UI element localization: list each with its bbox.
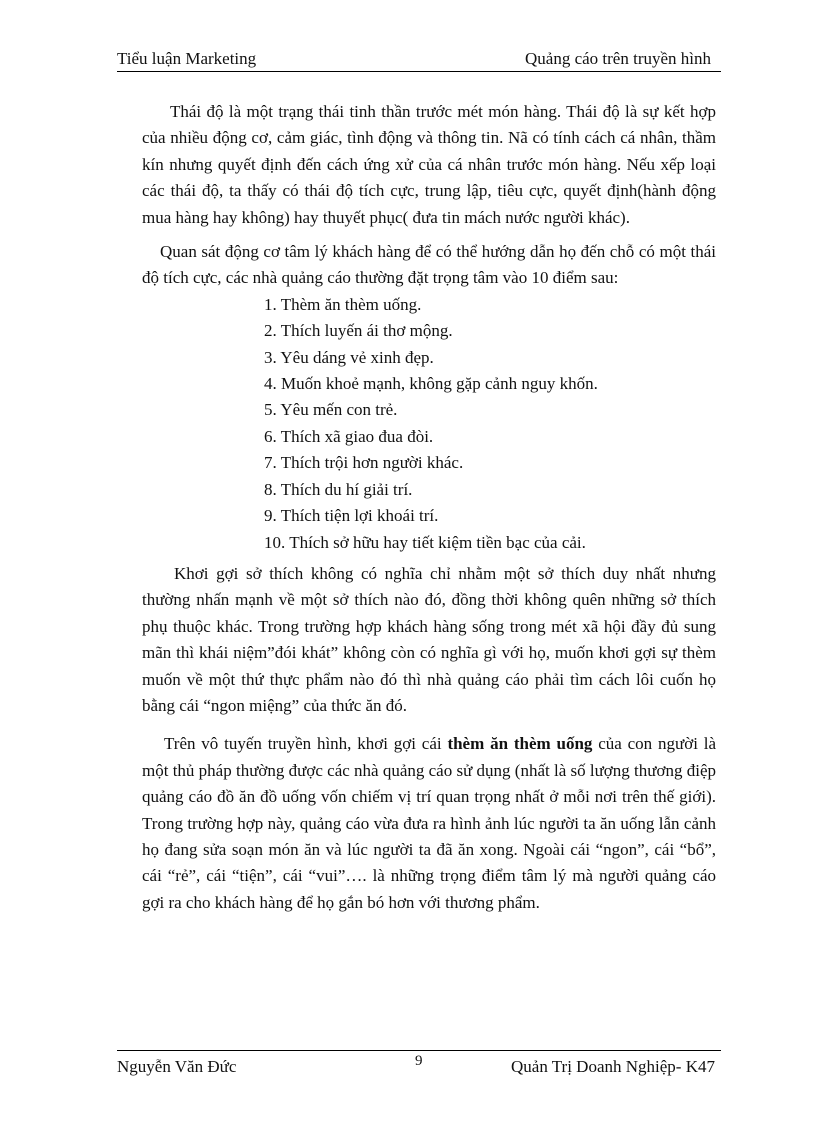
- list-item: 10. Thích sở hữu hay tiết kiệm tiền bạc của cải.: [264, 532, 586, 552]
- list-item: 4. Muốn khoẻ mạnh, không gặp cảnh nguy khốn.: [264, 374, 598, 394]
- list-item: 8. Thích du hí giải trí.: [264, 479, 413, 499]
- footer-course: Quản Trị Doanh Nghiệp- K47: [511, 1057, 715, 1076]
- document-body: [142, 99, 716, 916]
- list-item: 1. Thèm ăn thèm uống.: [264, 294, 422, 314]
- paragraph-arousing-interest: Khơi gợi sở thích không có nghĩa chỉ nhằm một sở thích duy nhất nhưng thường nhấn mạnh về một sở thích nào đó, đồng thời không quên những sở thích phụ thuộc khác. Trong trường hợp khách hàng sống trong mét xã hội đầy đủ sung mãn thì khái niệm”đói khát” không còn có nghĩa gì với họ, muốn khơi gợi sự thèm muốn về một thứ thực phẩm nào đó thì nhà quảng cáo phải tìm cách lôi cuốn họ bằng cái “ngon miệng” của thức ăn đó.: [142, 563, 716, 715]
- paragraph-text: Trên vô tuyến truyền hình, khơi gợi cái: [164, 734, 448, 754]
- list-item: 9. Thích tiện lợi khoái trí.: [264, 506, 439, 526]
- paragraph-motives-intro: Quan sát động cơ tâm lý khách hàng để có thể hướng dẫn họ đến chỗ có một thái độ tích cực, các nhà quảng cáo thường đặt trọng tâm vào 10 điểm sau:: [142, 242, 716, 288]
- paragraph-tv-advertising: [142, 731, 716, 916]
- page-footer: [117, 1050, 721, 1079]
- list-item: 7. Thích trội hơn người khác.: [264, 453, 464, 473]
- page-number: 9: [415, 1053, 423, 1069]
- header-doc-title: Quảng cáo trên truyền hình: [525, 49, 711, 68]
- list-item: 3. Yêu dáng vẻ xinh đẹp.: [264, 347, 434, 367]
- list-item: 5. Yêu mến con trẻ.: [264, 400, 398, 420]
- motive-list: [142, 292, 716, 556]
- paragraph-attitude: Thái độ là một trạng thái tinh thần trước mét món hàng. Thái độ là sự kết hợp của nhiều động cơ, cảm giác, tình động và thông tin. Nã có tính cách cá nhân, thầm kín nhưng quyết định đến cách ứng xử của cá nhân trước món hàng. Nếu xếp loại các thái độ, ta thấy có thái độ tích cực, trung lập, tiêu cực, quyết định(hành động mua hàng hay không) hay thuyết phục( đưa tin mách nước người khác).: [142, 102, 716, 227]
- list-item: 6. Thích xã giao đua đòi.: [264, 426, 434, 446]
- paragraph-text: của con người là một thủ pháp thường được các nhà quảng cáo sử dụng (nhất là số lượng thương điệp quảng cáo đồ ăn đồ uống vốn chiếm vị trí quan trọng nhất ở mỗi nơi trên thế giới). Trong trường hợp này, quảng cáo vừa đưa ra hình ảnh lúc người ta ăn uống lẫn cảnh họ đang sửa soạn món ăn và lúc người ta đã ăn xong. Ngoài cái “ngon”, cái “bổ”, cái “rẻ”, cái “tiện”, cái “vui”…. là những trọng điểm tâm lý mà người quảng cáo gợi ra cho khách hàng để họ gắn bó hơn với thương phẩm.: [142, 734, 717, 912]
- footer-author: Nguyễn Văn Đức: [117, 1057, 237, 1076]
- emphasis-text: thèm ăn thèm uống: [447, 734, 593, 754]
- header-doc-type: Tiểu luận Marketing: [117, 49, 257, 68]
- list-item: 2. Thích luyến ái thơ mộng.: [264, 321, 453, 341]
- page-header: [117, 47, 721, 72]
